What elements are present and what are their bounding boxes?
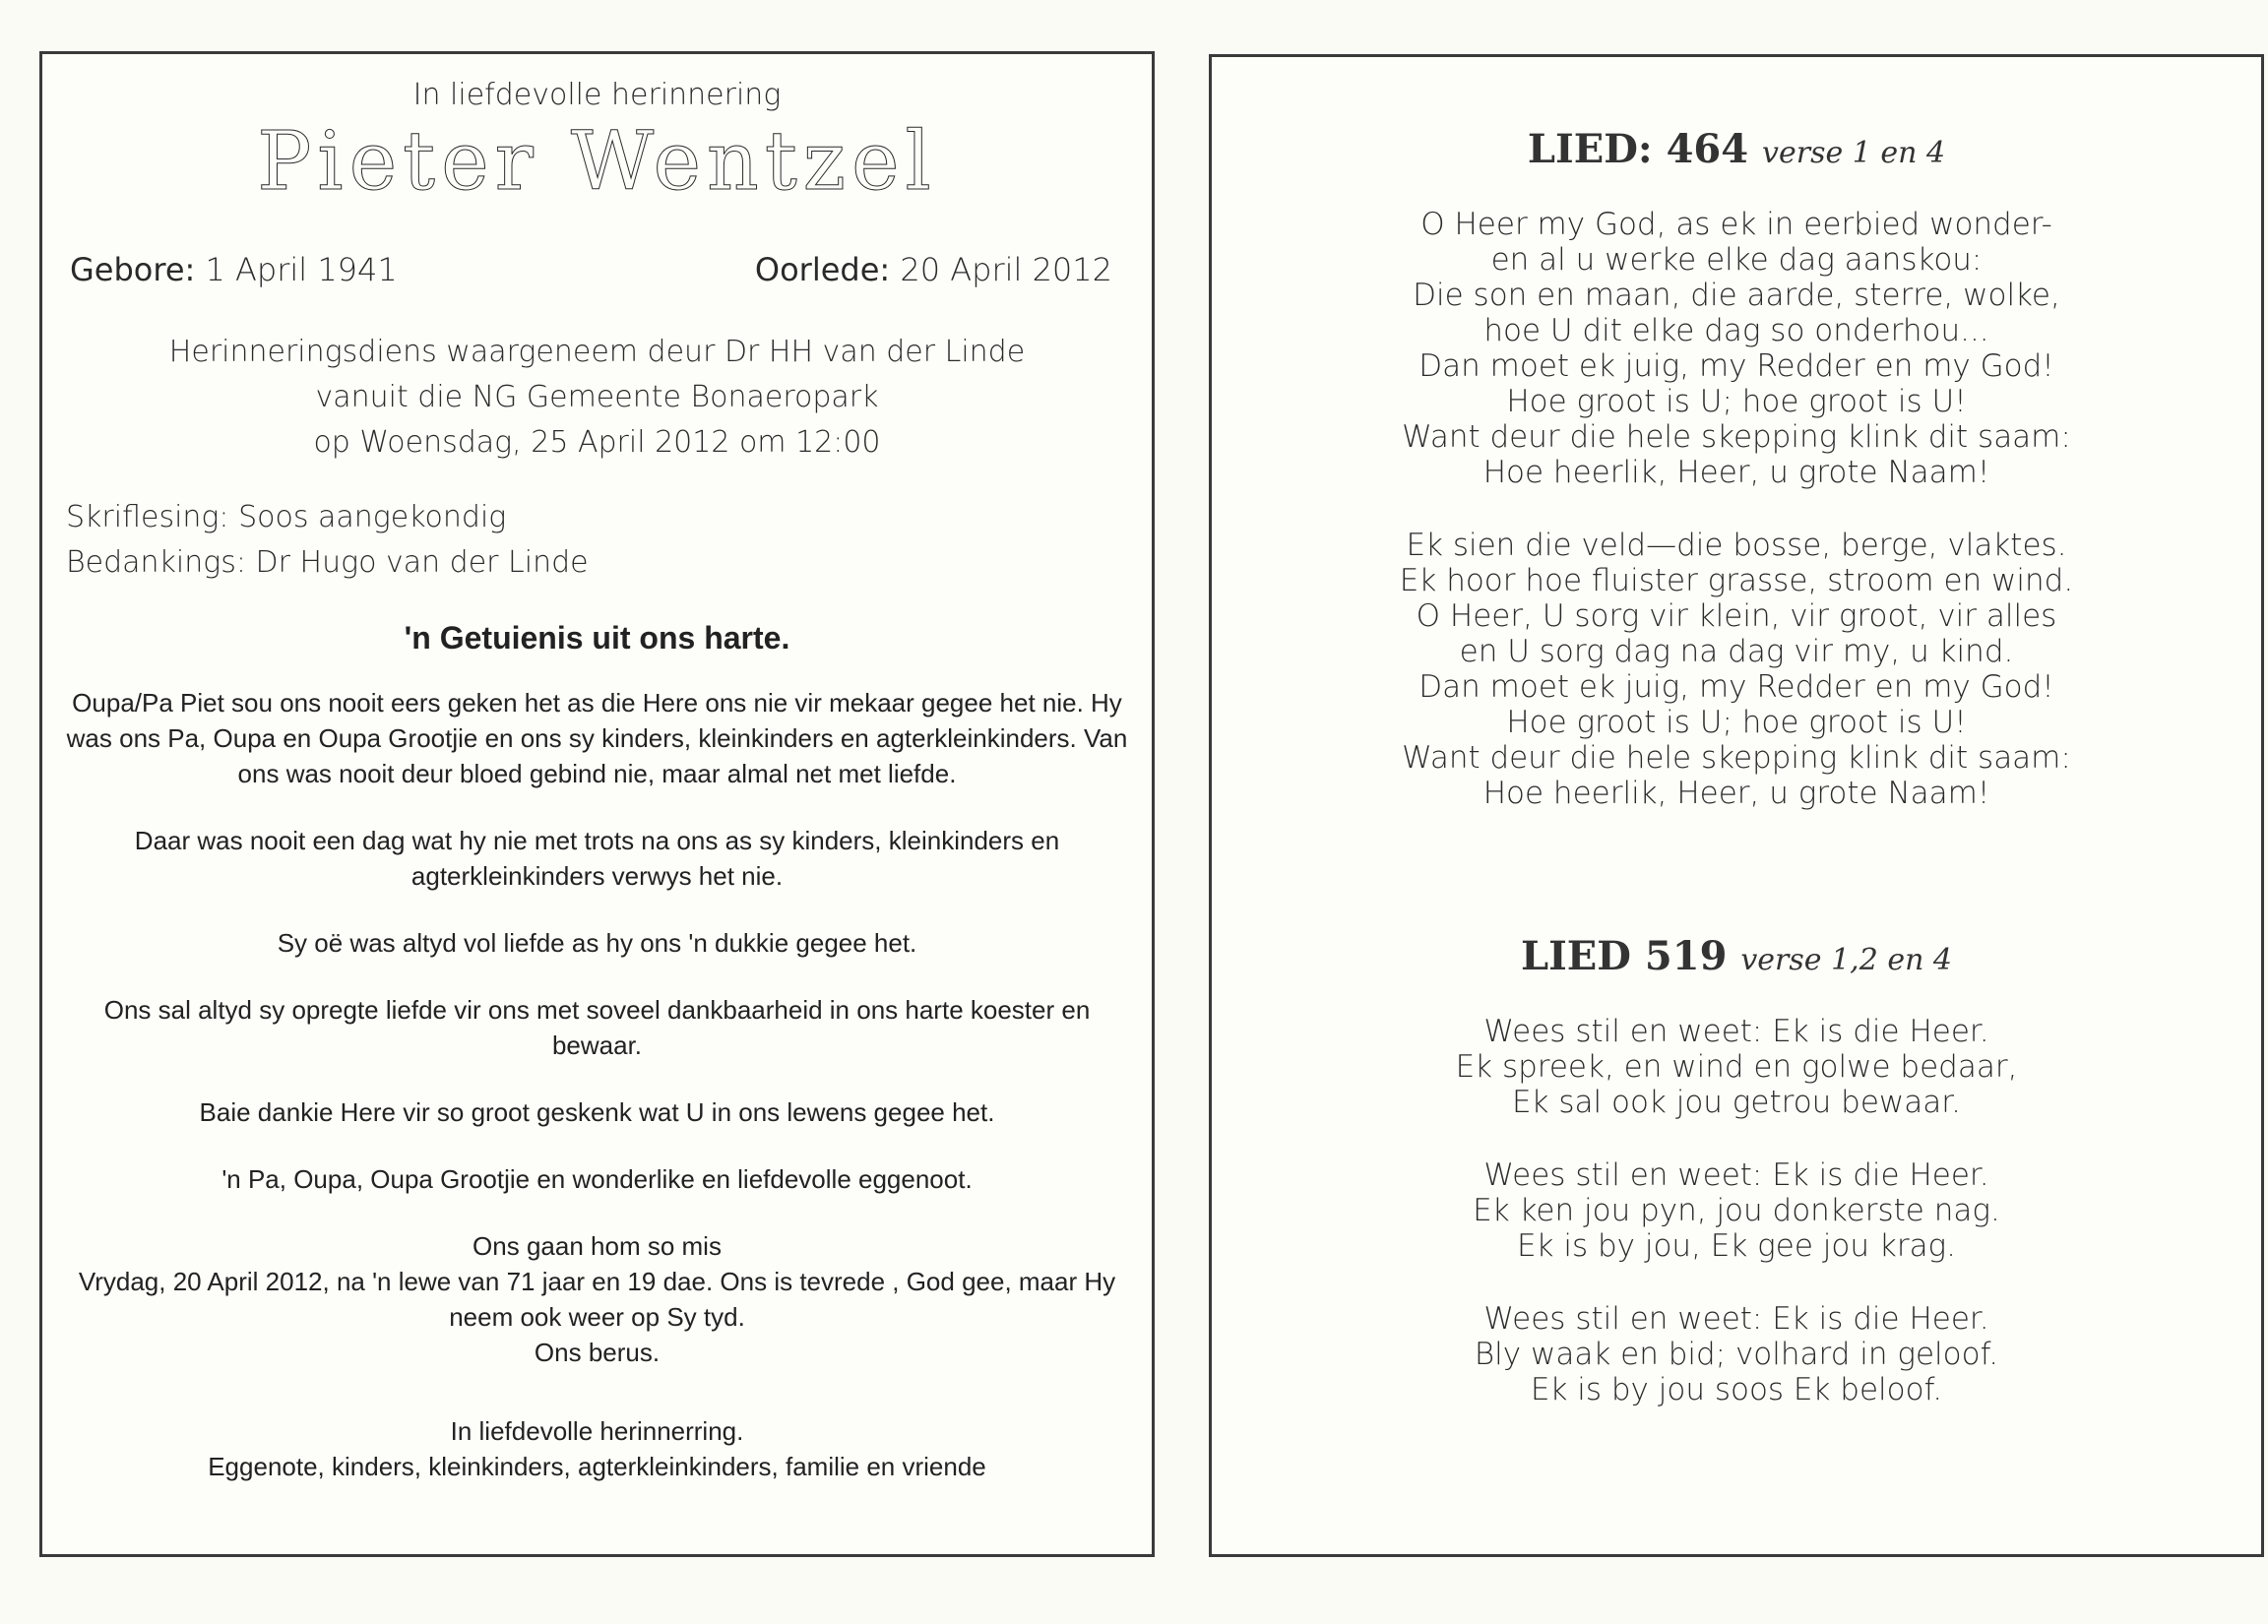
death-label: Oorlede: [754, 251, 891, 288]
stanza [1212, 207, 2261, 490]
hymn-464-lyrics [1212, 207, 2261, 848]
birth-label: Gebore: [70, 251, 196, 288]
lyric-line: Dan moet ek juig, my Redder en my God! [1418, 669, 2054, 705]
testimony-paragraph: 'n Pa, Oupa, Oupa Grootjie en wonderlike en liefdevolle eggenoot. [221, 1164, 973, 1194]
lyric-line: Die son en maan, die aarde, sterre, wolke, [1413, 278, 2060, 313]
lyric-line: Want deur die hele skepping klink dit saam: [1402, 419, 2071, 455]
hymn-number: LIED: 464 [1527, 126, 1749, 172]
lyric-line: Hoe groot is U; hoe groot is U! [1506, 705, 1967, 740]
closing-line: Ons gaan hom so mis [472, 1231, 722, 1261]
lyric-line: en U sorg dag na dag vir my, u kind. [1459, 634, 2014, 669]
lyric-line: Wees stil en weet: Ek is die Heer. [1483, 1157, 1989, 1193]
stanza [1212, 1014, 2261, 1120]
hymn-verses: verse 1,2 en 4 [1740, 943, 1953, 977]
service-line: Herinneringsdiens waargeneem deur Dr HH van der Linde [168, 335, 1026, 369]
lyric-line: Hoe groot is U; hoe groot is U! [1506, 384, 1967, 419]
service-notes [66, 495, 589, 586]
death-date [755, 251, 1112, 288]
testimony-paragraph: Sy oë was altyd vol liefde as hy ons 'n dukkie gegee het. [277, 928, 917, 958]
stanza [1212, 1157, 2261, 1264]
testimony-paragraph: Oupa/Pa Piet sou ons nooit eers geken het as die Here ons nie vir mekaar gegee het nie. Hy was ons Pa, Oupa en Oupa Grootjie en ons sy kinders, kleinkinders en agterkleinkinders. Van ons was nooit deur bloed gebind nie, maar almal net met liefde. [66, 688, 1128, 788]
lyric-line: Ek is by jou soos Ek beloof. [1530, 1372, 1943, 1407]
hymn-number: LIED 519 [1520, 933, 1728, 979]
hymn-title-519 [1212, 933, 2261, 979]
deceased-name: Pieter Wentzel [257, 115, 937, 209]
testimony-paragraph: Daar was nooit een dag wat hy nie met trots na ons as sy kinders, kleinkinders en agterkleinkinders verwys het nie. [134, 826, 1060, 891]
lyric-line: Ek spreek, en wind en golwe bedaar, [1455, 1049, 2018, 1085]
signoff-family: Eggenote, kinders, kleinkinders, agterkleinkinders, familie en vriende [208, 1452, 986, 1481]
lyric-line: O Heer my God, as ek in eerbied wonder- [1420, 207, 2052, 242]
lyric-line: Dan moet ek juig, my Redder en my God! [1418, 348, 2054, 384]
scripture-reading: Skriflesing: Soos aangekondig [66, 500, 507, 534]
stanza [1212, 1301, 2261, 1407]
acknowledgements: Bedankings: Dr Hugo van der Linde [66, 545, 589, 580]
signoff: In liefdevolle herinnerring. [450, 1416, 744, 1446]
birth-value: 1 April 1941 [205, 251, 398, 288]
service-line: vanuit die NG Gemeente Bonaeropark [315, 380, 879, 414]
memorial-heading: In liefdevolle herinnering [412, 78, 782, 112]
testimony-paragraph: Baie dankie Here vir so groot geskenk wat U in ons lewens gegee het. [199, 1097, 995, 1127]
lyric-line: Want deur die hele skepping klink dit saam: [1402, 740, 2071, 776]
lyric-line: Ek hoor hoe fluister grasse, stroom en wind. [1399, 563, 2074, 598]
hymn-verses: verse 1 en 4 [1762, 136, 1946, 170]
left-page [39, 51, 1155, 1557]
hymn-519-lyrics [1212, 1014, 2261, 1445]
lyric-line: O Heer, U sorg vir klein, vir groot, vir alles [1416, 598, 2057, 634]
closing-line: Ons berus. [534, 1338, 661, 1367]
testimony-paragraph: Ons sal altyd sy opregte liefde vir ons met soveel dankbaarheid in ons harte koester en bewaar. [103, 995, 1091, 1060]
stanza [1212, 528, 2261, 811]
death-value: 20 April 2012 [900, 251, 1112, 288]
lyric-line: hoe U dit elke dag so onderhou... [1483, 313, 1989, 348]
lyric-line: Hoe heerlik, Heer, u grote Naam! [1482, 455, 1990, 490]
lyric-line: Ek ken jou pyn, jou donkerste nag. [1473, 1193, 2000, 1228]
lyric-line: Hoe heerlik, Heer, u grote Naam! [1482, 776, 1990, 811]
lyric-line: Wees stil en weet: Ek is die Heer. [1483, 1301, 1989, 1337]
service-details [42, 330, 1152, 466]
service-line: op Woensdag, 25 April 2012 om 12:00 [313, 425, 881, 460]
lyric-line: en al u werke elke dag aanskou: [1490, 242, 1983, 278]
birth-date [70, 251, 398, 288]
lyric-line: Ek is by jou, Ek gee jou krag. [1516, 1228, 1957, 1264]
lyric-line: Ek sien die veld—die bosse, berge, vlaktes. [1406, 528, 2067, 563]
testimony-title: 'n Getuienis uit ons harte. [404, 620, 790, 656]
testimony [62, 620, 1132, 1484]
hymn-title-464 [1212, 126, 2261, 172]
lyric-line: Ek sal ook jou getrou bewaar. [1511, 1085, 1962, 1120]
right-page [1209, 54, 2264, 1557]
lyric-line: Bly waak en bid; volhard in geloof. [1474, 1337, 1999, 1372]
closing-line: Vrydag, 20 April 2012, na 'n lewe van 71 jaar en 19 dae. Ons is tevrede , God gee, maar Hy neem ook weer op Sy tyd. [78, 1267, 1116, 1332]
lyric-line: Wees stil en weet: Ek is die Heer. [1483, 1014, 1989, 1049]
